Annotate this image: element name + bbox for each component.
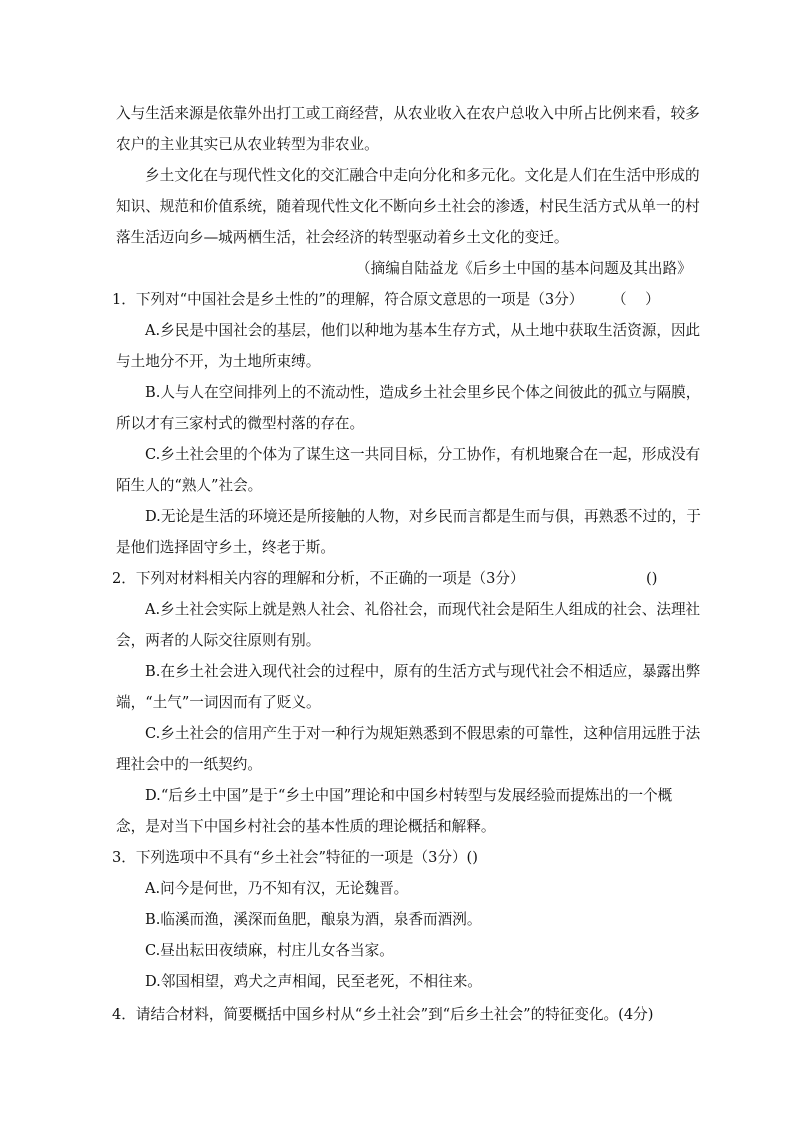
q1-option-b-line2: 所以才有三家村式的微型村落的存在。	[116, 415, 365, 432]
q2-option-b-line2: 端，“土气”一词因而有了贬义。	[116, 694, 321, 711]
q3-option-d: D.邻国相望，鸡犬之声相闻，民至老死，不相往来。	[145, 973, 482, 990]
passage-p1-line1: 入与生活来源是依靠外出打工或工商经营，从农业收入在农户总收入中所占比例来看，较多	[116, 105, 700, 122]
q1-answer-bracket: （ ）	[612, 291, 660, 308]
q2-answer-bracket: ()	[646, 570, 658, 587]
q1-option-c-line2: 陌生人的“熟人”社会。	[116, 477, 263, 494]
q2-option-c-line1: C.乡土社会的信用产生于对一种行为规矩熟悉到不假思索的可靠性，这种信用远胜于法	[145, 725, 701, 742]
passage-p2-line3: 落生活迈向乡—城两栖生活，社会经济的转型驱动着乡土文化的变迁。	[116, 229, 569, 246]
q1-option-a-line1: A.乡民是中国社会的基层，他们以种地为基本生存方式，从土地中获取生活资源，因此	[145, 322, 701, 339]
q3-option-c: C.昼出耘田夜绩麻，村庄儿女各当家。	[145, 942, 394, 959]
passage-source: （摘编自陆益龙《后乡土中国的基本问题及其出路》	[356, 260, 692, 277]
q1-option-d-line1: D.无论是生活的环境还是所接触的人物，对乡民而言都是生而与俱，再熟悉不过的，于	[145, 508, 701, 525]
q1-option-a-line2: 与土地分不开，为土地所束缚。	[116, 353, 321, 370]
q1-stem: 1．下列对“中国社会是乡土性的”的理解，符合原文意思的一项是（3分）	[112, 291, 584, 308]
q2-option-b-line1: B.在乡土社会进入现代社会的过程中，原有的生活方式与现代社会不相适应，暴露出弊	[145, 663, 701, 680]
passage-p2-line1: 乡土文化在与现代性文化的交汇融合中走向分化和多元化。文化是人们在生活中形成的	[145, 167, 700, 184]
q2-option-c-line2: 理社会中的一纸契约。	[116, 756, 262, 773]
q2-option-d-line2: 念，是对当下中国乡村社会的基本性质的理论概括和解释。	[116, 818, 496, 835]
q1-option-b-line1: B.人与人在空间排列上的不流动性，造成乡土社会里乡民个体之间彼此的孤立与隔膜，	[145, 384, 701, 401]
q2-option-a-line2: 会，两者的人际交往原则有别。	[116, 632, 321, 649]
q2-option-a-line1: A.乡土社会实际上就是熟人社会、礼俗社会，而现代社会是陌生人组成的社会、法理社	[145, 601, 701, 618]
q4-stem: 4．请结合材料，简要概括中国乡村从“乡土社会”到“后乡土社会”的特征变化。(4分)	[112, 1006, 654, 1023]
q3-option-b: B.临溪而渔，溪深而鱼肥，酿泉为酒，泉香而酒洌。	[145, 911, 482, 928]
passage-p1-line2: 农户的主业其实已从农业转型为非农业。	[116, 136, 379, 153]
q2-stem: 2．下列对材料相关内容的理解和分析，不正确的一项是（3分）	[112, 570, 525, 587]
q2-option-d-line1: D.“后乡土中国”是于“乡土中国”理论和中国乡村转型与发展经验而提炼出的一个概	[145, 787, 673, 804]
passage-p2-line2: 知识、规范和价值系统，随着现代性文化不断向乡土社会的渗透，村民生活方式从单一的村	[116, 198, 700, 215]
q1-option-d-line2: 是他们选择固守乡土，终老于斯。	[116, 539, 335, 556]
q3-option-a: A.问今是何世，乃不知有汉，无论魏晋。	[145, 880, 409, 897]
q3-stem: 3．下列选项中不具有“乡土社会”特征的一项是（3分）()	[112, 849, 478, 866]
q1-option-c-line1: C.乡土社会里的个体为了谋生这一共同目标，分工协作，有机地聚合在一起，形成没有	[145, 446, 701, 463]
